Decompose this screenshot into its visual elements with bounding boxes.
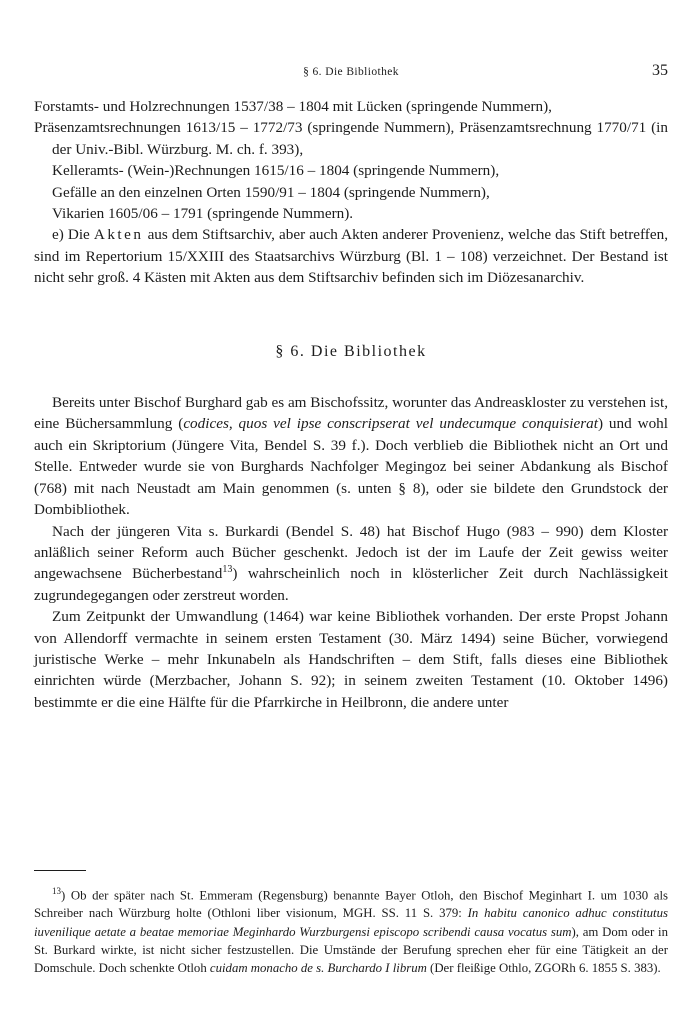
paragraph-text: ) wahrscheinlich noch in klösterlicher Zeit durch Nachlässigkeit zugrundegegangen oder zerstreut worden. (34, 565, 668, 604)
footnote-text: ) Ob der später nach St. Emmeram (Regensburg) benannte Bayer Otloh, den Bischof Meginhart I. um 1030 als Schreiber nach Würzburg holte (Othloni liber visionum, MGH. SS. 11 S. 379: (34, 888, 668, 921)
list-item: Vikarien 1605/06 – 1791 (springende Nummern). (52, 205, 354, 223)
list-item: Gefälle an den einzelnen Orten 1590/91 – 1804 (springende Nummern), (52, 183, 490, 201)
page-body (34, 96, 668, 713)
paragraph-text: ) und wohl auch ein Skriptorium (Jüngere Vita, Bendel S. 39 f.). Doch verblieb die Bibliothek nicht an Ort und Stelle. Entweder wurde sie von Burghards Nachfolger Megingoz bei seiner Abdankung als Bischof (768) mit nach Neustadt am Main genommen (s. unten § 8), oder sie bildete den Grundstock der Dombibliothek. (34, 415, 668, 519)
footnote-mark: 13 (52, 886, 61, 896)
paragraph-text: Nach der jüngeren Vita s. Burkardi (Bendel S. 48) hat Bischof Hugo (983 – 990) dem Kloster anläßlich seiner Reform auch Bücher geschenkt. Jedoch ist der im Laufe der Zeit gewiss weiter angewachsene Bücherbestand (34, 522, 668, 583)
spaced-word: Akten (93, 226, 144, 244)
paragraph-umwandlung: Zum Zeitpunkt der Umwandlung (1464) war keine Bibliothek vorhanden. Der erste Propst Johann von Allendorff vermachte in seinem ersten Testament (30. März 1494) seine Bücher, vorwiegend juristische Werke – mehr Inkunabeln als Handschriften – dem Stift, falls dieses eine Bibliothek einrichten würde (Merzbacher, Johann S. 92); in seinem zweiten Testament (10. Oktober 1496) bestimmte er die eine Hälfte für die Pfarrkirche in Heilbronn, die andere unter (34, 608, 668, 711)
paragraph-hugo (34, 521, 668, 607)
list-item: Forstamts- und Holzrechnungen 1537/38 – 1804 mit Lücken (springende Nummern), (34, 98, 552, 115)
running-title: § 6. Die Bibliothek (303, 66, 399, 78)
list-item: Präsenzamtsrechnungen 1613/15 – 1772/73 (springende Nummern), Präsenzamtsrechnung 1770/71 (in der Univ.-Bibl. Würzburg. M. ch. f. 393), (34, 119, 668, 158)
footnote (34, 882, 668, 977)
footnote-text: (Der fleißige Othlo, ZGORh 6. 1855 S. 383). (426, 961, 661, 976)
paragraph-burghard (34, 392, 668, 520)
footnote-reference[interactable]: 13 (222, 564, 233, 576)
section-heading: § 6. Die Bibliothek (275, 342, 427, 360)
footnote-divider (34, 870, 86, 871)
footnote-text: ), am Dom oder in St. Burkard wirkte, ist nicht sicher festzustellen. Die Umstände der Berufung sprechen eher für eine Tätigkeit an der Domschule. Doch schenkte Otloh (34, 924, 668, 976)
page-number: 35 (652, 62, 668, 79)
latin-quote: codices, quos vel ipse conscripserat vel undecumque conquisierat (183, 415, 598, 433)
paragraph-akten (34, 224, 668, 288)
latin-quote: In habitu canonico adhuc constitutus iuvenilique aetate a beatae memoriae Meginhardo Wurzburgensi episcopo scribendi causa vocatus sum (34, 906, 668, 939)
page-header (34, 62, 668, 82)
list-item: Kelleramts- (Wein-)Rechnungen 1615/16 – 1804 (springende Nummern), (52, 162, 500, 180)
paragraph-text: Bereits unter Bischof Burghard gab es am Bischofssitz, worunter das Andreaskloster zu verstehen ist, eine Büchersammlung ( (34, 394, 668, 433)
paragraph-lead: e) Die (52, 226, 94, 244)
latin-quote: cuidam monacho de s. Burchardo I librum (209, 961, 427, 976)
paragraph-text: aus dem Stiftsarchiv, aber auch Akten anderer Provenienz, welche das Stift betreffen, sind im Repertorium 15/XXIII des Staatsarchivs Würzburg (Bl. 1 – 108) verzeichnet. Der Bestand ist nicht sehr groß. 4 Kästen mit Akten aus dem Stiftsarchiv befinden sich im Diözesanarchiv. (34, 226, 668, 287)
